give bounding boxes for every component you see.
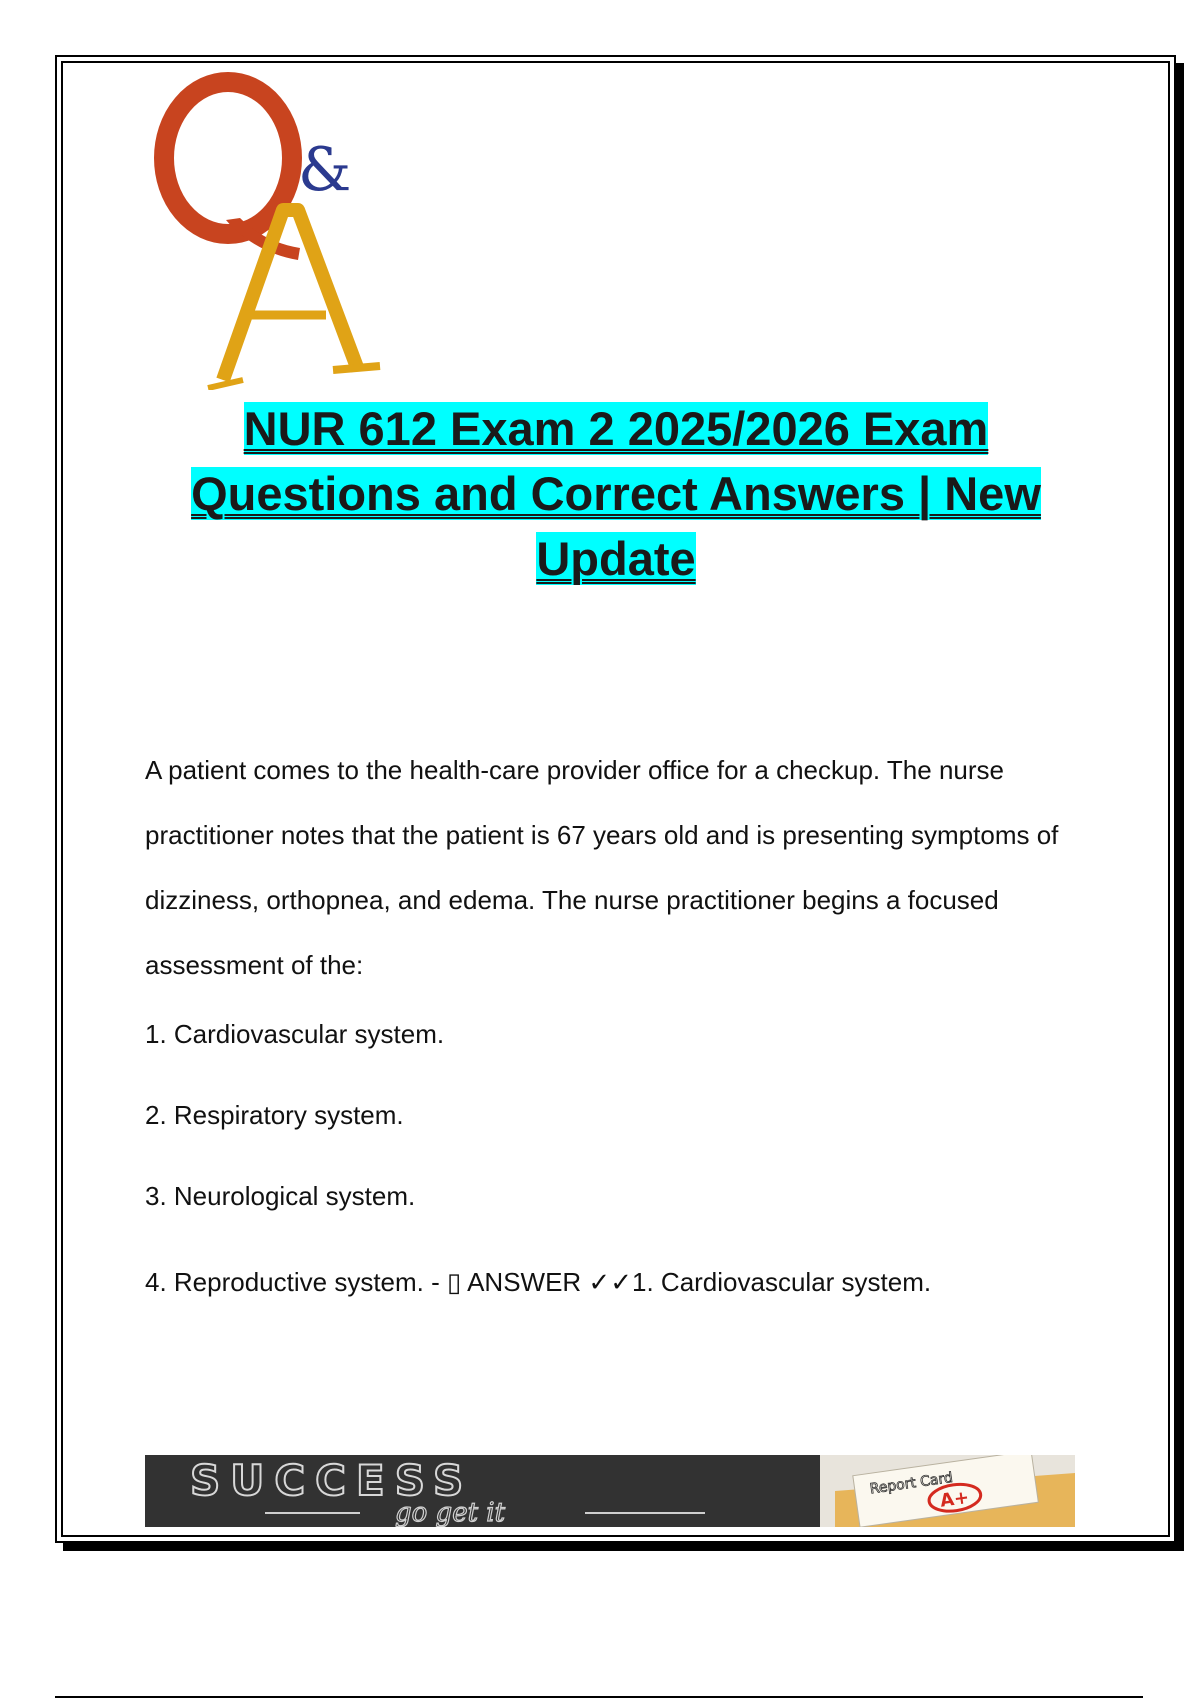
footer-divider (55, 1696, 1143, 1698)
option-1: 1. Cardiovascular system. (145, 1019, 445, 1049)
option-3: 3. Neurological system. (145, 1181, 416, 1211)
report-card-text: Report Card (868, 1469, 954, 1498)
chalkboard-image (145, 1455, 820, 1527)
title-line-3: Update (536, 532, 696, 585)
chalk-success-text: SUCCESS (190, 1456, 474, 1505)
question-text: A patient comes to the health-care provider office for a checkup. The nurse practitioner notes that the patient is 67 years old and is presenting symptoms of dizziness, orthopnea, and edema. The nurse practitioner begins a focused assessment of the: (145, 755, 1059, 980)
title-line-2: Questions and Correct Answers | New (191, 467, 1041, 520)
report-card-image (820, 1455, 1075, 1527)
success-banner (145, 1455, 1075, 1527)
report-card-grade: A+ (938, 1486, 971, 1512)
title-line-1: NUR 612 Exam 2 2025/2026 Exam (243, 402, 989, 455)
option-4-with-answer: 4. Reproductive system. - ▯ ANSWER ✓✓1. Cardiovascular system. (145, 1267, 932, 1297)
qa-logo (148, 70, 398, 390)
option-2: 2. Respiratory system. (145, 1100, 404, 1130)
svg-text:&: & (298, 135, 352, 205)
document-title (120, 396, 1112, 591)
logo-ampersand (298, 135, 351, 205)
chalk-subtext: go get it (395, 1498, 506, 1527)
